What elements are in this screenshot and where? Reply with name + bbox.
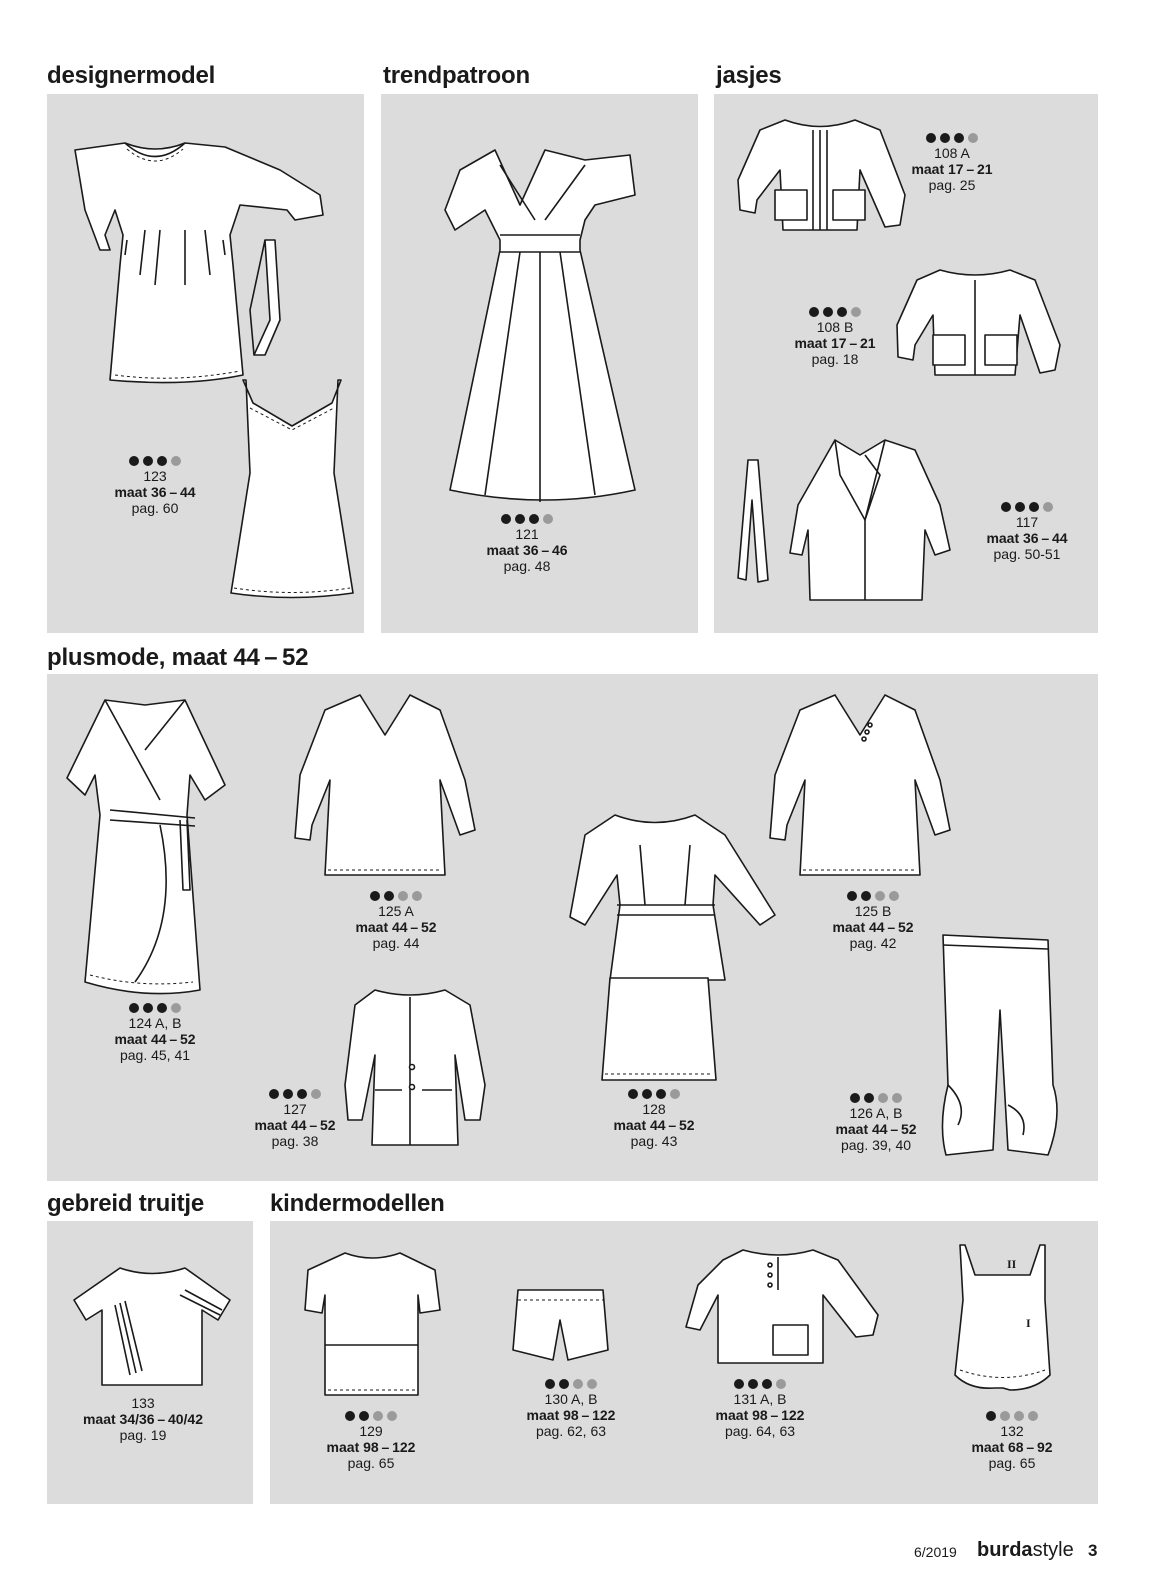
difficulty-dots: [798, 891, 948, 901]
model-number: 132: [1000, 1423, 1024, 1439]
difficulty-dot-filled: [734, 1379, 744, 1389]
blouse-125b-illustration: [765, 690, 955, 885]
model-number: 130 A, B: [544, 1391, 598, 1407]
difficulty-dot-empty: [1014, 1411, 1024, 1421]
model-page: pag. 25: [928, 177, 976, 193]
difficulty-dot-filled: [642, 1089, 652, 1099]
model-number: 125 A: [378, 903, 414, 919]
model-size: maat 17 – 21: [911, 161, 993, 177]
model-label-121: [452, 514, 602, 574]
difficulty-dot-filled: [1015, 502, 1025, 512]
difficulty-dot-filled: [143, 1003, 153, 1013]
difficulty-dots: [496, 1379, 646, 1389]
model-size: maat 44 – 52: [355, 919, 437, 935]
model-page: pag. 48: [503, 558, 551, 574]
difficulty-dot-empty: [587, 1379, 597, 1389]
model-size: maat 44 – 52: [114, 1031, 196, 1047]
model-page: pag. 43: [630, 1133, 678, 1149]
difficulty-dot-filled: [837, 307, 847, 317]
model-size: maat 98 – 122: [526, 1407, 616, 1423]
model-label-129: [296, 1411, 446, 1471]
slip-dress-123-illustration: [228, 378, 356, 603]
difficulty-dot-filled: [864, 1093, 874, 1103]
difficulty-dots: [220, 1089, 370, 1099]
model-page: pag. 45, 41: [119, 1047, 191, 1063]
brand-bold: burda: [977, 1539, 1033, 1561]
difficulty-dot-empty: [968, 133, 978, 143]
model-number: 124 A, B: [128, 1015, 182, 1031]
model-label-108b: [760, 307, 910, 367]
model-label-133: [68, 1395, 218, 1443]
difficulty-dot-filled: [283, 1089, 293, 1099]
difficulty-dot-filled: [986, 1411, 996, 1421]
model-number: 125 B: [854, 903, 892, 919]
difficulty-dot-empty: [851, 307, 861, 317]
model-size: maat 36 – 46: [486, 542, 568, 558]
difficulty-dot-empty: [892, 1093, 902, 1103]
difficulty-dot-filled: [529, 514, 539, 524]
difficulty-dot-filled: [954, 133, 964, 143]
pants-126-illustration: [938, 935, 1058, 1155]
jacket-108b-illustration: [895, 265, 1065, 385]
difficulty-dot-filled: [940, 133, 950, 143]
wrap-dress-124-illustration: [65, 690, 235, 995]
difficulty-dots: [321, 891, 471, 901]
model-page: pag. 65: [347, 1455, 395, 1471]
difficulty-dots: [80, 1003, 230, 1013]
model-number: 123: [143, 468, 167, 484]
difficulty-dots: [452, 514, 602, 524]
model-number: 131 A, B: [733, 1391, 787, 1407]
bodysuit-marker-strap: II: [1007, 1257, 1017, 1271]
section-title-kindermodellen: kindermodellen: [270, 1190, 445, 1217]
difficulty-dot-empty: [398, 891, 408, 901]
bodysuit-marker-body: I: [1026, 1316, 1031, 1330]
difficulty-dot-filled: [545, 1379, 555, 1389]
difficulty-dot-filled: [129, 1003, 139, 1013]
model-label-127: [220, 1089, 370, 1149]
difficulty-dot-filled: [748, 1379, 758, 1389]
difficulty-dots: [952, 502, 1102, 512]
section-title-gebreid-truitje: gebreid truitje: [47, 1190, 205, 1217]
difficulty-dot-filled: [143, 456, 153, 466]
difficulty-dot-empty: [171, 1003, 181, 1013]
kids-top-129-illustration: [300, 1245, 445, 1405]
model-size: maat 44 – 52: [832, 919, 914, 935]
belt-117-illustration: [738, 460, 778, 585]
dress-128-illustration: [565, 805, 780, 980]
model-page: pag. 18: [811, 351, 859, 367]
difficulty-dot-filled: [1029, 502, 1039, 512]
model-page: pag. 42: [849, 935, 897, 951]
difficulty-dot-empty: [573, 1379, 583, 1389]
model-label-123: [80, 456, 230, 516]
brand-light: style: [1032, 1539, 1074, 1561]
model-label-124: [80, 1003, 230, 1063]
model-label-128: [579, 1089, 729, 1149]
model-page: pag. 44: [372, 935, 420, 951]
difficulty-dot-empty: [373, 1411, 383, 1421]
difficulty-dot-filled: [861, 891, 871, 901]
model-label-125b: [798, 891, 948, 951]
model-size: maat 17 – 21: [794, 335, 876, 351]
model-label-117: [952, 502, 1102, 562]
model-number: 108 A: [934, 145, 970, 161]
model-size: maat 68 – 92: [971, 1439, 1053, 1455]
model-size: maat 44 – 52: [835, 1121, 917, 1137]
difficulty-dot-filled: [359, 1411, 369, 1421]
difficulty-dot-filled: [269, 1089, 279, 1099]
difficulty-dot-empty: [1028, 1411, 1038, 1421]
page-number: 3: [1088, 1541, 1098, 1560]
model-page: pag. 65: [988, 1455, 1036, 1471]
model-size: maat 44 – 52: [254, 1117, 336, 1133]
difficulty-dot-filled: [384, 891, 394, 901]
difficulty-dot-filled: [559, 1379, 569, 1389]
difficulty-dot-empty: [776, 1379, 786, 1389]
difficulty-dots: [296, 1411, 446, 1421]
difficulty-dots: [937, 1411, 1087, 1421]
difficulty-dots: [685, 1379, 835, 1389]
difficulty-dot-empty: [311, 1089, 321, 1099]
model-number: 129: [359, 1423, 383, 1439]
model-size: maat 36 – 44: [986, 530, 1068, 546]
model-page: pag. 64, 63: [724, 1423, 796, 1439]
difficulty-dot-filled: [926, 133, 936, 143]
difficulty-dot-filled: [345, 1411, 355, 1421]
model-page: pag. 19: [119, 1427, 167, 1443]
model-label-125a: [321, 891, 471, 951]
model-page: pag. 38: [271, 1133, 319, 1149]
model-number: 128: [642, 1101, 666, 1117]
difficulty-dot-filled: [628, 1089, 638, 1099]
difficulty-dot-empty: [875, 891, 885, 901]
model-size: maat 36 – 44: [114, 484, 196, 500]
section-title-plusmode: plusmode, maat 44 – 52: [47, 644, 309, 671]
model-number: 126 A, B: [849, 1105, 903, 1121]
difficulty-dot-filled: [762, 1379, 772, 1389]
difficulty-dot-empty: [878, 1093, 888, 1103]
section-title-trendpatroon: trendpatroon: [383, 62, 530, 89]
difficulty-dots: [579, 1089, 729, 1099]
model-number: 108 B: [816, 319, 854, 335]
kids-shorts-130-illustration: [508, 1290, 613, 1365]
difficulty-dot-filled: [823, 307, 833, 317]
brand-logo: [977, 1539, 1074, 1562]
difficulty-dot-empty: [412, 891, 422, 901]
model-label-108a: [877, 133, 1027, 193]
section-title-jasjes: jasjes: [716, 62, 782, 89]
model-size: maat 44 – 52: [613, 1117, 695, 1133]
model-label-126: [801, 1093, 951, 1153]
difficulty-dot-filled: [370, 891, 380, 901]
model-label-132: [937, 1411, 1087, 1471]
difficulty-dot-filled: [157, 456, 167, 466]
difficulty-dot-filled: [809, 307, 819, 317]
model-number: 133: [131, 1395, 155, 1411]
belt-123-illustration: [240, 240, 290, 365]
model-page: pag. 39, 40: [840, 1137, 912, 1153]
difficulty-dot-filled: [515, 514, 525, 524]
kids-sweatshirt-131-illustration: [678, 1245, 883, 1370]
model-number: 127: [283, 1101, 307, 1117]
difficulty-dot-filled: [501, 514, 511, 524]
model-size: maat 98 – 122: [715, 1407, 805, 1423]
difficulty-dots: [877, 133, 1027, 143]
blouse-125a-illustration: [290, 690, 480, 885]
difficulty-dot-filled: [297, 1089, 307, 1099]
dress-128-skirt-illustration: [598, 978, 718, 1086]
bodysuit-132-illustration: [945, 1240, 1060, 1395]
model-number: 117: [1015, 514, 1039, 530]
difficulty-dot-empty: [387, 1411, 397, 1421]
difficulty-dot-filled: [656, 1089, 666, 1099]
difficulty-dot-empty: [543, 514, 553, 524]
difficulty-dot-filled: [847, 891, 857, 901]
coat-117-illustration: [790, 435, 975, 605]
difficulty-dot-filled: [1001, 502, 1011, 512]
model-number: 121: [515, 526, 539, 542]
model-label-130: [496, 1379, 646, 1439]
difficulty-dot-filled: [129, 456, 139, 466]
issue-date: 6/2019: [914, 1544, 957, 1560]
model-page: pag. 50-51: [993, 546, 1061, 562]
model-size: maat 98 – 122: [326, 1439, 416, 1455]
difficulty-dot-empty: [670, 1089, 680, 1099]
model-page: pag. 60: [131, 500, 179, 516]
knit-top-133-illustration: [70, 1265, 235, 1390]
difficulty-dots: [760, 307, 910, 317]
model-page: pag. 62, 63: [535, 1423, 607, 1439]
difficulty-dot-empty: [1043, 502, 1053, 512]
section-title-designermodel: designermodel: [47, 62, 216, 89]
difficulty-dots: [801, 1093, 951, 1103]
model-size: maat 34/36 – 40/42: [82, 1411, 204, 1427]
difficulty-dot-filled: [157, 1003, 167, 1013]
difficulty-dot-empty: [1000, 1411, 1010, 1421]
maxi-dress-121-illustration: [445, 140, 645, 510]
difficulty-dot-filled: [850, 1093, 860, 1103]
difficulty-dot-empty: [171, 456, 181, 466]
difficulty-dot-empty: [889, 891, 899, 901]
difficulty-dots: [80, 456, 230, 466]
model-label-131: [685, 1379, 835, 1439]
